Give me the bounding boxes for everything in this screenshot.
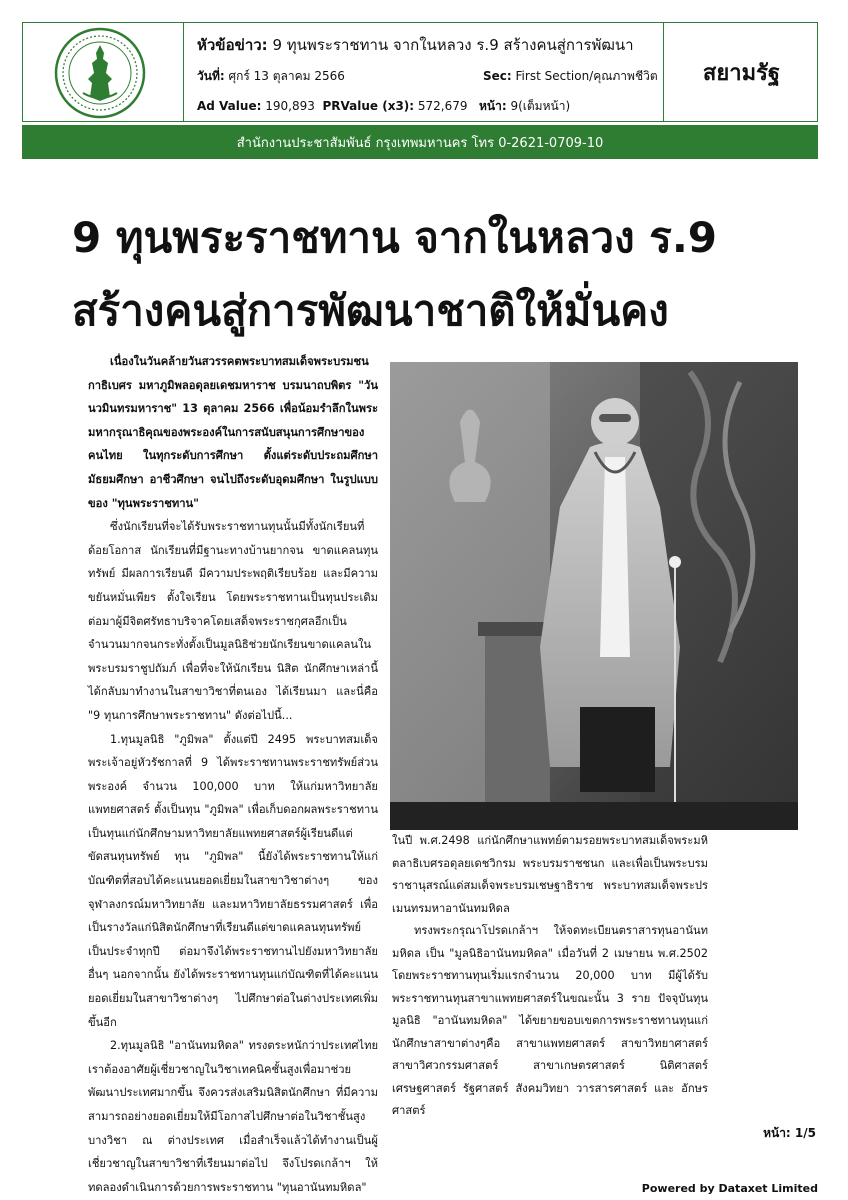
headline-value: 9 ทุนพระราชทาน จากในหลวง ร.9 สร้างคนสู่การพัฒนา	[272, 36, 634, 54]
bma-logo-cell	[23, 23, 184, 121]
clipping-header	[22, 22, 818, 122]
body-paragraph: ในปี พ.ศ.2498 แก่นักศึกษาแพทย์ตามรอยพระบาทสมเด็จพระมหิตลาธิเบศรอดุลยเดชวิกรม พระบรมราชชนก และเพื่อเป็นพระบรมราชานุสรณ์แด่สมเด็จพระบรมเชษฐาธิราช พระบาทสมเด็จพระปรเมนทรมหาอานันทมหิดล	[392, 834, 708, 915]
body-paragraph: เนื่องในวันคล้ายวันสวรรคตพระบาทสมเด็จพระบรมชนกาธิเบศร มหาภูมิพลอดุลยเดชมหาราช บรมนาถบพิตร "วันนวมินทรมหาราช" 13 ตุลาคม 2566 เพื่อน้อมรำลึกในพระมหากรุณาธิคุณของพระองค์ในการสนับสนุนการศึกษาของคนไทย ในทุกระดับการศึกษา ตั้งแต่ระดับประถมศึกษา มัธยมศึกษา อาชีวศึกษา จนไปถึงระดับอุดมศึกษา ในรูปแบบของ "ทุนพระราชทาน"	[88, 355, 378, 510]
pr-value: 572,679	[417, 99, 468, 113]
body-paragraph: ทรงพระกรุณาโปรดเกล้าฯ ให้จดทะเบียนตราสารทุนอานันทมหิดล เป็น "มูลนิธิอานันทมหิดล" เมื่อวันที่ 2 เมษายน พ.ศ.2502 โดยพระราชทานทุนเริ่มแรกจำนวน 20,000 บาท มีผู้ได้รับพระราชทานทุนสาขาแพทยศาสตร์ในขณะนั้น 3 ราย ปัจจุบันทุนมูลนิธิ "อานันทมหิดล" ได้ขยายขอบเขตการพระราชทานทุนแก่นักศึกษาสาขาต่างๆคือ สาขาแพทยศาสตร์ สาขาวิทยาศาสตร์ สาขาวิศวกรรมศาสตร์ สาขาเกษตรศาสตร์ นิติศาสตร์ เศรษฐศาสตร์ รัฐศาสตร์ สังคมวิทยา วารสารศาสตร์ และ อักษรศาสตร์	[392, 924, 708, 1117]
pr-value-label: PRValue (x3):	[322, 99, 415, 113]
body-paragraph: 2.ทุนมูลนิธิ "อานันทมหิดล" ทรงตระหนักว่าประเทศไทยเราต้องอาศัยผู้เชี่ยวชาญในวิชาเทคนิคชั้นสูงเพื่อมาช่วยพัฒนาประเทศมากขึ้น จึงควรส่งเสริมนิสิตนักศึกษา ที่มีความสามารถอย่างยอดเยี่ยมให้มีโอกาสไปศึกษาต่อในวิชาชั้นสูงบางวิชา ณ ต่างประเทศ เมื่อสำเร็จแล้วได้ทำงานเป็นผู้เชี่ยวชาญในสาขาวิชาที่เรียนมาต่อไป จึงโปรดเกล้าฯ ให้ทดลองดำเนินการด้วยการพระราชทาน "ทุนอานันทมหิดล"	[88, 1039, 378, 1194]
body-paragraph: ซึ่งนักเรียนที่จะได้รับพระราชทานทุนนั้นมีทั้งนักเรียนที่ด้อยโอกาส นักเรียนที่มีฐานะทางบ้านยากจน ขาดแคลนทุนทรัพย์ มีผลการเรียนดี มีความประพฤติเรียบร้อย และมีความขยันหมั่นเพียร ตั้งใจเรียน โดยพระราชทานเป็นทุนประเดิม ต่อมาผู้มีจิตศรัทธาบริจาคโดยเสด็จพระราชกุศลอีกเป็นจำนวนมากจนกระทั่งตั้งเป็นมูลนิธิช่วยนักเรียนขาดแคลนในพระบรมราชูปถัมภ์ เพื่อที่จะให้นักเรียน นิสิต นักศึกษาเหล่านี้ได้กลับมาทำงานในสาขาวิชาที่ตนเอง ได้เรียนมา และนี่คือ "9 ทุนการศึกษาพระราชทาน" ดังต่อไปนี้...	[88, 520, 378, 722]
value-row	[197, 97, 570, 116]
publication-cell	[663, 23, 819, 121]
date-row	[197, 67, 345, 86]
ad-value-label: Ad Value:	[197, 99, 262, 113]
body-paragraph: 1.ทุนมูลนิธิ "ภูมิพล" ตั้งแต่ปี 2495 พระบาทสมเด็จพระเจ้าอยู่หัวรัชกาลที่ 9 ได้พระราชทานพระราชทรัพย์ส่วนพระองค์ จำนวน 100,000 บาท ให้แก่มหาวิทยาลัยแพทยศาสตร์ ตั้งเป็นทุน "ภูมิพล" เพื่อเก็บดอกผลพระราชทานเป็นทุนแก่นักศึกษามหาวิทยาลัยแพทยศาสตร์ผู้เรียนดีแต่ขัดสนทุนทรัพย์ ทุน "ภูมิพล" นี้ยังได้พระราชทานให้แก่บัณฑิตที่สอบได้คะแนนยอดเยี่ยมในสาขาวิชาต่างๆ ของจุฬาลงกรณ์มหาวิทยาลัย และมหาวิทยาลัยธรรมศาสตร์ เพื่อเป็นรางวัลแก่นิสิตนักศึกษาที่เรียนดีแต่ขาดแคลนทุนทรัพย์เป็นประจำทุกปี ต่อมาจึงได้พระราชทานไปยังมหาวิทยาลัยอื่นๆ นอกจากนั้น ยังได้พระราชทานทุนแก่บัณฑิตที่ได้คะแนนยอดเยี่ยมในสาขาวิชาต่างๆ ไปศึกษาต่อในต่างประเทศเพิ่มขึ้นอีก	[88, 732, 378, 1029]
article-title-line2: สร้างคนสู่การพัฒนาชาติให้มั่นคง	[72, 286, 669, 335]
king-portrait-photo	[390, 362, 798, 830]
page-label: หน้า:	[478, 99, 507, 113]
headline-label: หัวข้อข่าว:	[197, 36, 268, 54]
ad-value: 190,893	[265, 99, 315, 113]
body-left-column	[88, 350, 378, 1199]
headline-row	[197, 33, 667, 57]
article-title-line1: 9 ทุนพระราชทาน จากในหลวง ร.9	[72, 213, 718, 262]
date-value: ศุกร์ 13 ตุลาคม 2566	[228, 69, 345, 83]
page-value: 9(เต็มหน้า)	[510, 99, 571, 113]
agency-banner: สำนักงานประชาสัมพันธ์ กรุงเทพมหานคร โทร 0-2621-0709-10	[22, 125, 818, 159]
publication-name: สยามรัฐ	[702, 60, 781, 86]
bma-seal-icon	[23, 23, 183, 121]
body-right-column	[392, 830, 708, 1123]
section-row	[483, 67, 658, 86]
date-label: วันที่:	[197, 69, 225, 83]
page-number: หน้า: 1/5	[763, 1126, 816, 1140]
section-value: First Section/คุณภาพชีวิต	[515, 69, 658, 83]
clipping-info	[183, 23, 663, 121]
powered-by: Powered by Dataxet Limited	[641, 1182, 818, 1195]
section-label: Sec:	[483, 69, 512, 83]
